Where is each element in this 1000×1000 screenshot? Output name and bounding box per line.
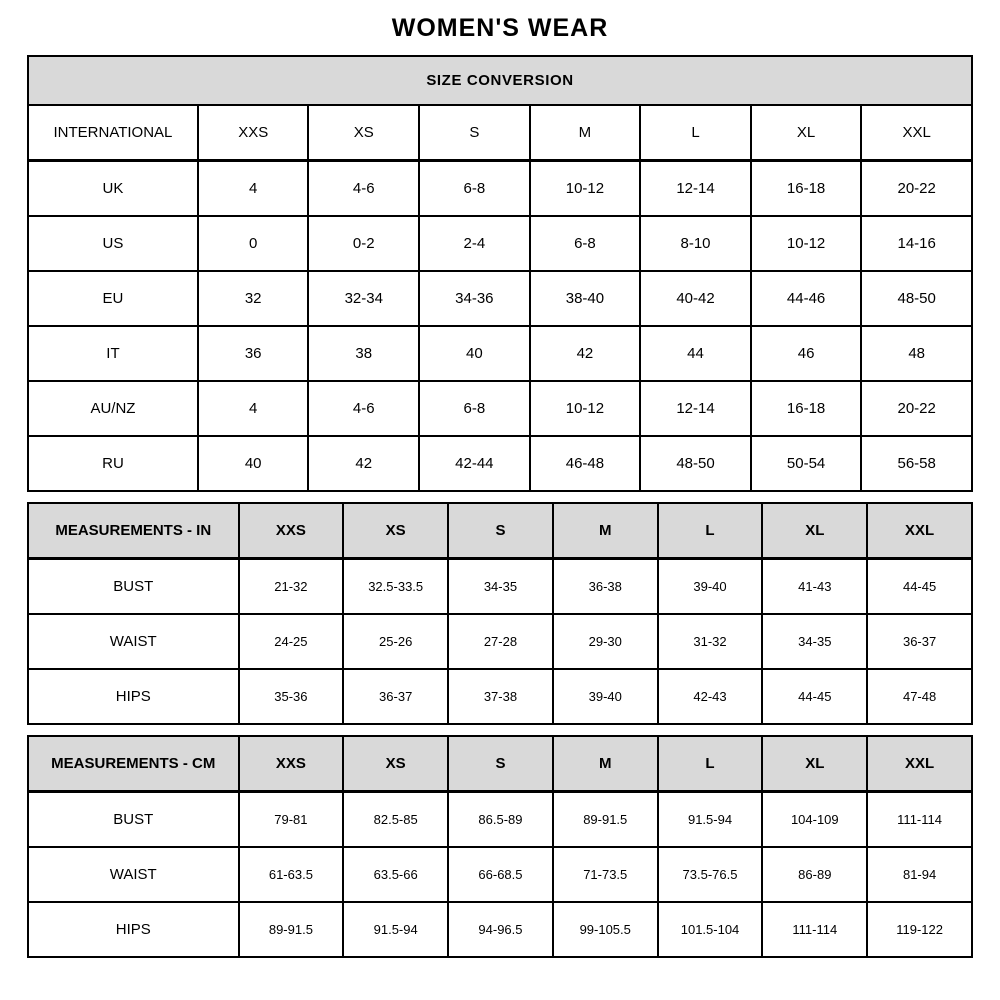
size-value-cell: 32: [198, 271, 309, 326]
column-header-xs: XS: [343, 736, 448, 792]
size-value-cell: 34-36: [419, 271, 530, 326]
measurement-cell: 63.5-66: [343, 847, 448, 902]
measurement-cell: 119-122: [867, 902, 972, 957]
column-header-m: M: [553, 503, 658, 559]
measurement-cell: 34-35: [448, 559, 553, 615]
column-header-l: L: [658, 736, 763, 792]
table-row-hips: [28, 902, 972, 957]
size-value-cell: 2-4: [419, 216, 530, 271]
size-value-cell: 40: [419, 326, 530, 381]
measurement-cell: 41-43: [762, 559, 867, 615]
row-label: AU/NZ: [28, 381, 198, 436]
size-value-cell: 42-44: [419, 436, 530, 491]
size-conversion-table: [27, 55, 973, 492]
measurement-cell: 94-96.5: [448, 902, 553, 957]
measurement-cell: 66-68.5: [448, 847, 553, 902]
size-value-cell: 4: [198, 381, 309, 436]
column-header-xxs: XXS: [239, 736, 344, 792]
row-label: IT: [28, 326, 198, 381]
row-label: BUST: [28, 559, 239, 615]
size-value-cell: 10-12: [530, 161, 641, 217]
measurement-cell: 71-73.5: [553, 847, 658, 902]
column-header-international: INTERNATIONAL: [28, 105, 198, 161]
table-row-us: [28, 216, 972, 271]
row-label: UK: [28, 161, 198, 217]
measurement-cell: 31-32: [658, 614, 763, 669]
size-value-cell: 48-50: [861, 271, 972, 326]
size-value-cell: 50-54: [751, 436, 862, 491]
measurement-cell: 39-40: [658, 559, 763, 615]
size-value-cell: 36: [198, 326, 309, 381]
column-header-xxs: XXS: [198, 105, 309, 161]
row-label: HIPS: [28, 902, 239, 957]
row-label: BUST: [28, 792, 239, 848]
measurement-cell: 82.5-85: [343, 792, 448, 848]
table-row-it: [28, 326, 972, 381]
measurements-cm-header: MEASUREMENTS - CM: [28, 736, 239, 792]
size-value-cell: 40-42: [640, 271, 751, 326]
table-row-uk: [28, 161, 972, 217]
measurement-cell: 111-114: [762, 902, 867, 957]
table-row-bust: [28, 559, 972, 615]
measurement-cell: 27-28: [448, 614, 553, 669]
measurements-in-header: MEASUREMENTS - IN: [28, 503, 239, 559]
column-header-xl: XL: [751, 105, 862, 161]
row-label: RU: [28, 436, 198, 491]
measurement-cell: 35-36: [239, 669, 344, 724]
size-value-cell: 42: [530, 326, 641, 381]
measurement-cell: 21-32: [239, 559, 344, 615]
size-value-cell: 48-50: [640, 436, 751, 491]
column-header-xxs: XXS: [239, 503, 344, 559]
column-header-xs: XS: [343, 503, 448, 559]
measurement-cell: 24-25: [239, 614, 344, 669]
measurement-cell: 36-37: [867, 614, 972, 669]
size-value-cell: 46: [751, 326, 862, 381]
column-header-s: S: [419, 105, 530, 161]
measurement-cell: 111-114: [867, 792, 972, 848]
measurement-cell: 61-63.5: [239, 847, 344, 902]
measurement-cell: 89-91.5: [239, 902, 344, 957]
table-header-row: [28, 503, 972, 559]
table-row-aunz: [28, 381, 972, 436]
column-header-s: S: [448, 503, 553, 559]
column-header-xxl: XXL: [867, 503, 972, 559]
size-value-cell: 0: [198, 216, 309, 271]
size-value-cell: 14-16: [861, 216, 972, 271]
size-value-cell: 16-18: [751, 381, 862, 436]
row-label: HIPS: [28, 669, 239, 724]
size-value-cell: 48: [861, 326, 972, 381]
row-label: EU: [28, 271, 198, 326]
measurement-cell: 29-30: [553, 614, 658, 669]
column-header-xxl: XXL: [867, 736, 972, 792]
measurement-cell: 36-37: [343, 669, 448, 724]
column-header-xl: XL: [762, 503, 867, 559]
size-value-cell: 4: [198, 161, 309, 217]
measurement-cell: 25-26: [343, 614, 448, 669]
size-conversion-banner: SIZE CONVERSION: [28, 56, 972, 105]
measurement-cell: 86-89: [762, 847, 867, 902]
size-value-cell: 32-34: [308, 271, 419, 326]
table-row-ru: [28, 436, 972, 491]
measurement-cell: 36-38: [553, 559, 658, 615]
table-header-row: [28, 105, 972, 161]
size-value-cell: 6-8: [419, 381, 530, 436]
table-header-row: [28, 736, 972, 792]
measurement-cell: 34-35: [762, 614, 867, 669]
column-header-m: M: [530, 105, 641, 161]
size-value-cell: 44: [640, 326, 751, 381]
size-value-cell: 12-14: [640, 381, 751, 436]
measurement-cell: 89-91.5: [553, 792, 658, 848]
size-value-cell: 12-14: [640, 161, 751, 217]
measurement-cell: 42-43: [658, 669, 763, 724]
size-value-cell: 44-46: [751, 271, 862, 326]
measurement-cell: 91.5-94: [343, 902, 448, 957]
page-title: WOMEN'S WEAR: [391, 14, 609, 42]
measurement-cell: 91.5-94: [658, 792, 763, 848]
size-value-cell: 20-22: [861, 381, 972, 436]
table-row-eu: [28, 271, 972, 326]
measurement-cell: 44-45: [762, 669, 867, 724]
size-value-cell: 4-6: [308, 161, 419, 217]
measurement-cell: 101.5-104: [658, 902, 763, 957]
column-header-s: S: [448, 736, 553, 792]
measurement-cell: 86.5-89: [448, 792, 553, 848]
size-value-cell: 20-22: [861, 161, 972, 217]
size-value-cell: 8-10: [640, 216, 751, 271]
table-row-hips: [28, 669, 972, 724]
size-value-cell: 38-40: [530, 271, 641, 326]
size-value-cell: 16-18: [751, 161, 862, 217]
table-row-waist: [28, 847, 972, 902]
measurement-cell: 44-45: [867, 559, 972, 615]
size-value-cell: 38: [308, 326, 419, 381]
size-value-cell: 10-12: [751, 216, 862, 271]
column-header-m: M: [553, 736, 658, 792]
measurement-cell: 39-40: [553, 669, 658, 724]
measurements-cm-table: [27, 735, 973, 958]
size-value-cell: 10-12: [530, 381, 641, 436]
measurement-cell: 81-94: [867, 847, 972, 902]
measurement-cell: 47-48: [867, 669, 972, 724]
column-header-l: L: [640, 105, 751, 161]
row-label: US: [28, 216, 198, 271]
table-row-bust: [28, 792, 972, 848]
size-value-cell: 0-2: [308, 216, 419, 271]
size-value-cell: 42: [308, 436, 419, 491]
measurement-cell: 79-81: [239, 792, 344, 848]
column-header-xl: XL: [762, 736, 867, 792]
table-banner-row: [28, 56, 972, 105]
row-label: WAIST: [28, 847, 239, 902]
size-value-cell: 40: [198, 436, 309, 491]
size-value-cell: 46-48: [530, 436, 641, 491]
size-value-cell: 6-8: [419, 161, 530, 217]
row-label: WAIST: [28, 614, 239, 669]
column-header-l: L: [658, 503, 763, 559]
measurement-cell: 37-38: [448, 669, 553, 724]
measurement-cell: 73.5-76.5: [658, 847, 763, 902]
size-value-cell: 4-6: [308, 381, 419, 436]
column-header-xxl: XXL: [861, 105, 972, 161]
size-value-cell: 6-8: [530, 216, 641, 271]
measurements-in-table: [27, 502, 973, 725]
measurement-cell: 99-105.5: [553, 902, 658, 957]
measurement-cell: 104-109: [762, 792, 867, 848]
column-header-xs: XS: [308, 105, 419, 161]
table-row-waist: [28, 614, 972, 669]
measurement-cell: 32.5-33.5: [343, 559, 448, 615]
size-value-cell: 56-58: [861, 436, 972, 491]
